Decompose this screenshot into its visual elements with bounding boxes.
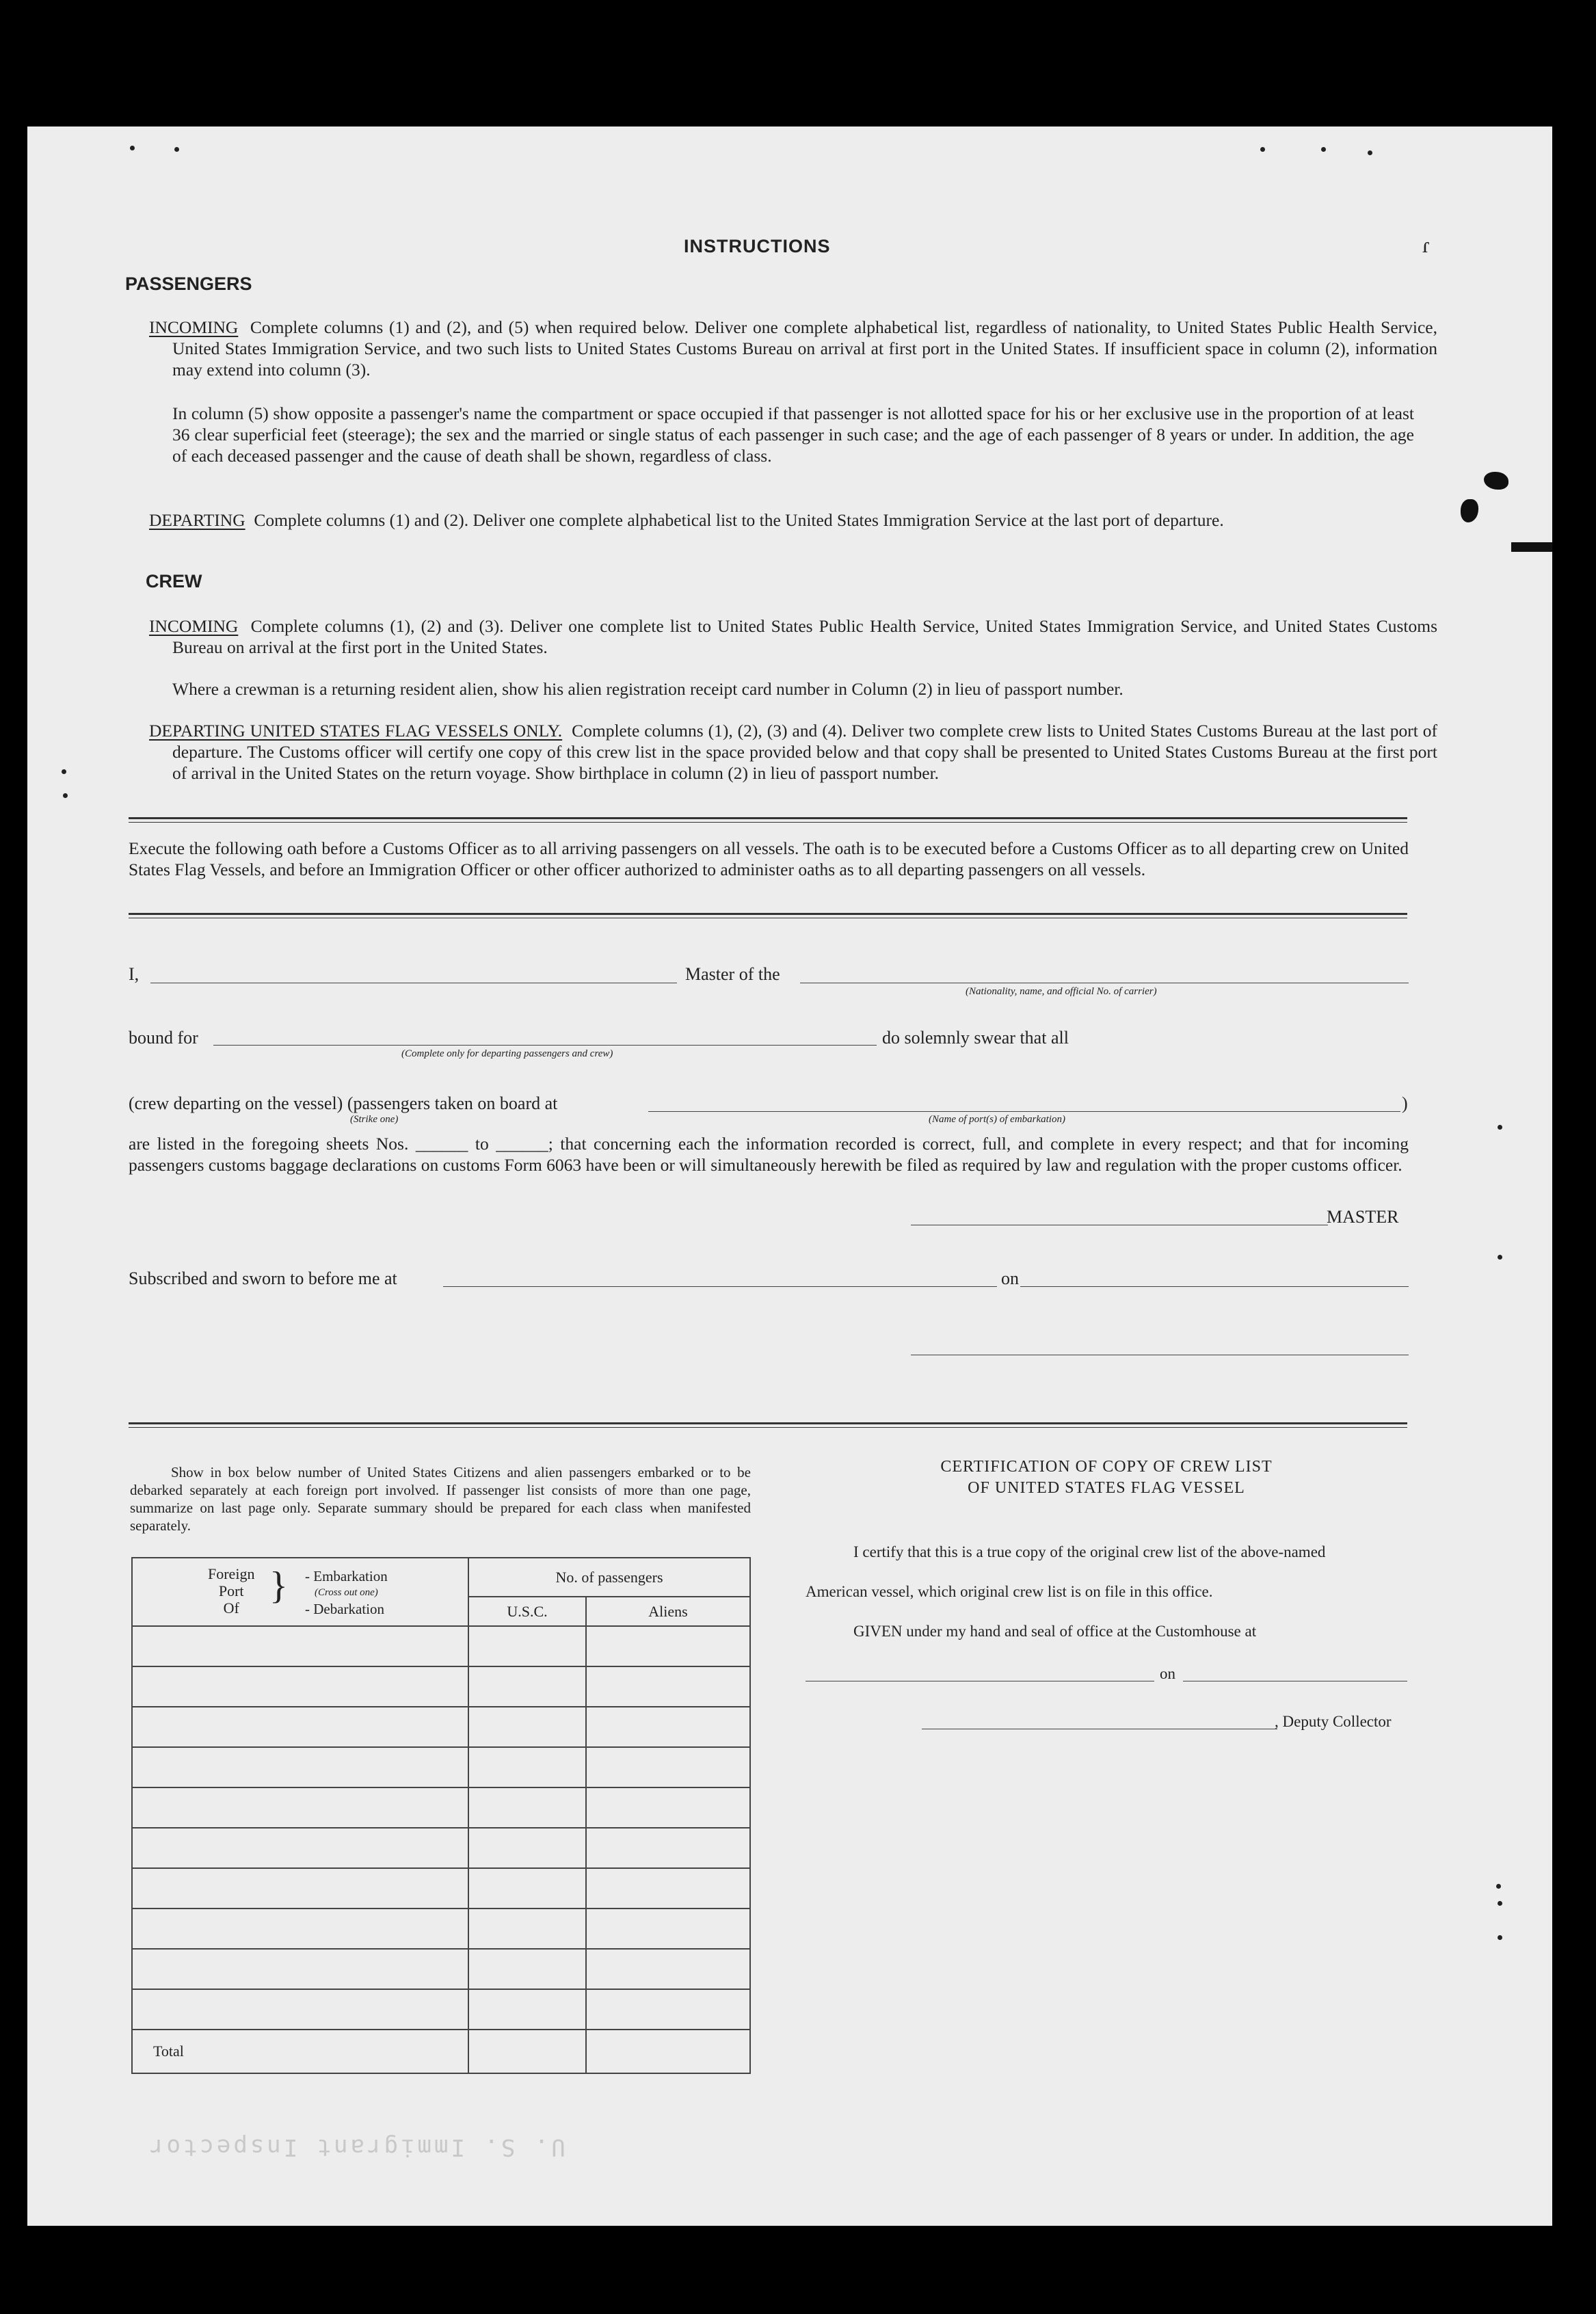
usc-cell[interactable] [468,1949,586,1989]
deputy-collector-label: , Deputy Collector [1275,1713,1392,1730]
subscribed-label: Subscribed and sworn to before me at [129,1268,397,1288]
speck-mark [174,147,179,152]
crew-incoming-text: Complete columns (1), (2) and (3). Deliver one complete list to United States Public Health Service, United States Immigration Service, and United States Customs Bureau on arrival at the first port in the United States. [172,616,1438,657]
crew-departing-label: (crew departing on the vessel) (passengers taken on board at [129,1093,558,1113]
ink-blot [1461,499,1478,522]
listed-paragraph: are listed in the foregoing sheets Nos. ______ to ______; that concerning each the information recorded is correct, full, and complete in every respect; and that for incoming passengers customs baggage declarations on customs Form 6063 have been or will simultaneously herewith be filed as required by law and regulation with the proper customs officer. [129,1134,1409,1175]
aliens-cell[interactable] [586,1828,750,1868]
swear-label: do solemnly swear that all [882,1028,1069,1048]
certification-title-line2: OF UNITED STATES FLAG VESSEL [968,1479,1245,1497]
aliens-total-cell[interactable] [586,2030,750,2073]
usc-cell[interactable] [468,1747,586,1787]
port-cell[interactable] [132,1868,468,1909]
aliens-cell[interactable] [586,1868,750,1909]
speck-mark [1498,1255,1502,1260]
passengers-departing-label: DEPARTING [149,510,245,530]
passengers-incoming-label: INCOMING [149,317,239,337]
table-row [132,1868,750,1909]
speck-mark [130,146,135,150]
embarkation-option[interactable]: - Embarkation [305,1568,388,1584]
ink-blot [1484,472,1508,490]
corner-mark: ɾ [1422,232,1430,257]
embark-debark-options [305,1568,388,1617]
port-cell[interactable] [132,1989,468,2030]
table-row [132,1666,750,1707]
crew-departing-label: DEPARTING UNITED STATES FLAG VESSELS ONLY. [149,721,563,741]
table-row [132,1909,750,1949]
port-cell[interactable] [132,1949,468,1989]
immigrant-inspector-stamp: U. S. Immigrant Inspector [147,2133,566,2161]
port-cell[interactable] [132,1626,468,1666]
instructions-title: INSTRUCTIONS [684,236,831,256]
given-text: GIVEN under my hand and seal of office at the Customhouse at [853,1623,1257,1640]
aliens-cell[interactable] [586,1909,750,1949]
speck-mark [63,793,68,798]
port-header-cell [132,1558,468,1626]
passengers-column5-paragraph: In column (5) show opposite a passenger's name the compartment or space occupied if that passenger is not allotted space for his or her exclusive use in the proportion of at least 36 clear superficial feet (steerage); the sex and the married or single status of each passenger in such case; and the age of each passenger of 8 years or under. In addition, the age of each deceased passenger and the cause of death shall be shown, regardless of class. [172,403,1414,466]
crew-departing-text: Complete columns (1), (2), (3) and (4). Deliver two complete crew lists to United States Customs Bureau at the last port of departure. The Customs officer will certify one copy of this crew list in the space provided below and that copy shall be presented to United States Customs Bureau at the first port of arrival in the United States on the return voyage. Show birthplace in column (2) in lieu of passport number. [172,721,1437,783]
table-header-row [132,1558,750,1597]
carrier-caption: (Nationality, name, and official No. of carrier) [966,986,1157,997]
speck-mark [1498,1935,1502,1940]
passenger-summary-table [131,1557,751,2074]
port-cell[interactable] [132,1747,468,1787]
aliens-cell[interactable] [586,1989,750,2030]
cert-on-label: on [1160,1665,1175,1682]
speck-mark [1368,150,1372,155]
crew-heading: CREW [146,571,202,591]
cross-out-note: (Cross out one) [315,1587,378,1598]
passengers-departing-text: Complete columns (1) and (2). Deliver one complete alphabetical list to the United States Immigration Service at the last port of departure. [254,510,1224,530]
of-label: Of [223,1599,239,1617]
speck-mark [1498,1125,1502,1130]
port-cell[interactable] [132,1666,468,1707]
usc-total-cell[interactable] [468,2030,586,2073]
edge-mark [1511,542,1552,552]
table-row [132,1949,750,1989]
speck-mark [1260,147,1265,152]
usc-cell[interactable] [468,1909,586,1949]
total-label: Total [132,2030,468,2073]
usc-cell[interactable] [468,1828,586,1868]
subscribed-on-label: on [1001,1268,1019,1288]
usc-cell[interactable] [468,1787,586,1828]
passengers-incoming-paragraph [149,317,1437,380]
usc-cell[interactable] [468,1626,586,1666]
aliens-cell[interactable] [586,1666,750,1707]
usc-cell[interactable] [468,1666,586,1707]
foreign-port-of [208,1565,254,1617]
master-label: MASTER [1327,1207,1399,1227]
passengers-departing-paragraph [149,509,1437,531]
table-row [132,1626,750,1666]
brace-glyph: } [269,1565,288,1607]
divider-rule [129,1422,1407,1428]
bound-caption: (Complete only for departing passengers and crew) [401,1048,613,1059]
embarkation-port-field[interactable] [648,1111,1400,1112]
table-row [132,1707,750,1747]
crew-incoming-paragraph [149,615,1437,658]
certification-title-line1: CERTIFICATION OF COPY OF CREW LIST [940,1458,1273,1476]
crew-departing-paragraph [149,720,1437,784]
foreign-label: Foreign [208,1565,255,1582]
speck-mark [1321,147,1326,152]
port-cell[interactable] [132,1787,468,1828]
aliens-cell[interactable] [586,1949,750,1989]
table-row [132,1787,750,1828]
no-of-passengers-header: No. of passengers [468,1558,750,1597]
aliens-cell[interactable] [586,1707,750,1747]
table-row [132,1828,750,1868]
speck-mark [1496,1884,1501,1889]
close-paren: ) [1402,1093,1408,1113]
subscribed-place-field[interactable] [443,1286,997,1287]
subscribed-date-field[interactable] [1020,1286,1409,1287]
port-caption: (Name of port(s) of embarkation) [929,1114,1065,1125]
aliens-cell[interactable] [586,1747,750,1787]
oath-intro: Execute the following oath before a Customs Officer as to all arriving passengers on all vessels. The oath is to be executed before a Customs Officer as to all departing crew on United States Flag Vessels, and before an Immigration Officer or other officer authorized to administer oaths as to all departing passengers on all vessels. [129,838,1409,879]
crew-resident-paragraph: Where a crewman is a returning resident alien, show his alien registration receipt card number in Column (2) in lieu of passport number. [172,679,1123,699]
port-cell[interactable] [132,1707,468,1747]
master-of-label: Master of the [685,964,780,984]
destination-field[interactable] [213,1045,877,1046]
speck-mark [62,769,66,774]
bound-for-label: bound for [129,1028,198,1048]
table-row [132,1747,750,1787]
divider-rule [129,913,1407,918]
aliens-cell[interactable] [586,1787,750,1828]
summary-instructions: Show in box below number of United States Citizens and alien passengers embarked or to be debarked separately at each foreign port involved. If passenger list consists of more than one page, summarize on last page only. Separate summary should be prepared for each class when manifested separately. [130,1464,751,1534]
passengers-heading: PASSENGERS [125,274,252,294]
passengers-incoming-text: Complete columns (1) and (2), and (5) when required below. Deliver one complete alphabetical list, regardless of nationality, to United States Public Health Service, United States Immigration Service, and two such lists to United States Customs Bureau on arrival at first port in the United States. If insufficient space in column (2), information may extend into column (3). [172,317,1438,380]
usc-cell[interactable] [468,1868,586,1909]
usc-cell[interactable] [468,1989,586,2030]
debarkation-option[interactable]: - Debarkation [305,1601,385,1617]
speck-mark [1498,1901,1502,1906]
port-label: Port [218,1582,244,1599]
table-total-row [132,2030,750,2073]
usc-cell[interactable] [468,1707,586,1747]
divider-rule [129,817,1407,823]
table-row [132,1989,750,2030]
certify-line1: I certify that this is a true copy of the original crew list of the above-named [853,1543,1326,1560]
strike-caption: (Strike one) [350,1114,399,1125]
port-cell[interactable] [132,1909,468,1949]
oath-i-label: I, [129,964,139,984]
aliens-header: Aliens [586,1597,750,1626]
certification-title [806,1457,1407,1499]
port-cell[interactable] [132,1828,468,1868]
crew-incoming-label: INCOMING [149,616,239,636]
form-sheet [27,127,1552,2226]
usc-header: U.S.C. [468,1597,586,1626]
certify-line2: American vessel, which original crew list is on file in this office. [806,1583,1213,1600]
aliens-cell[interactable] [586,1626,750,1666]
